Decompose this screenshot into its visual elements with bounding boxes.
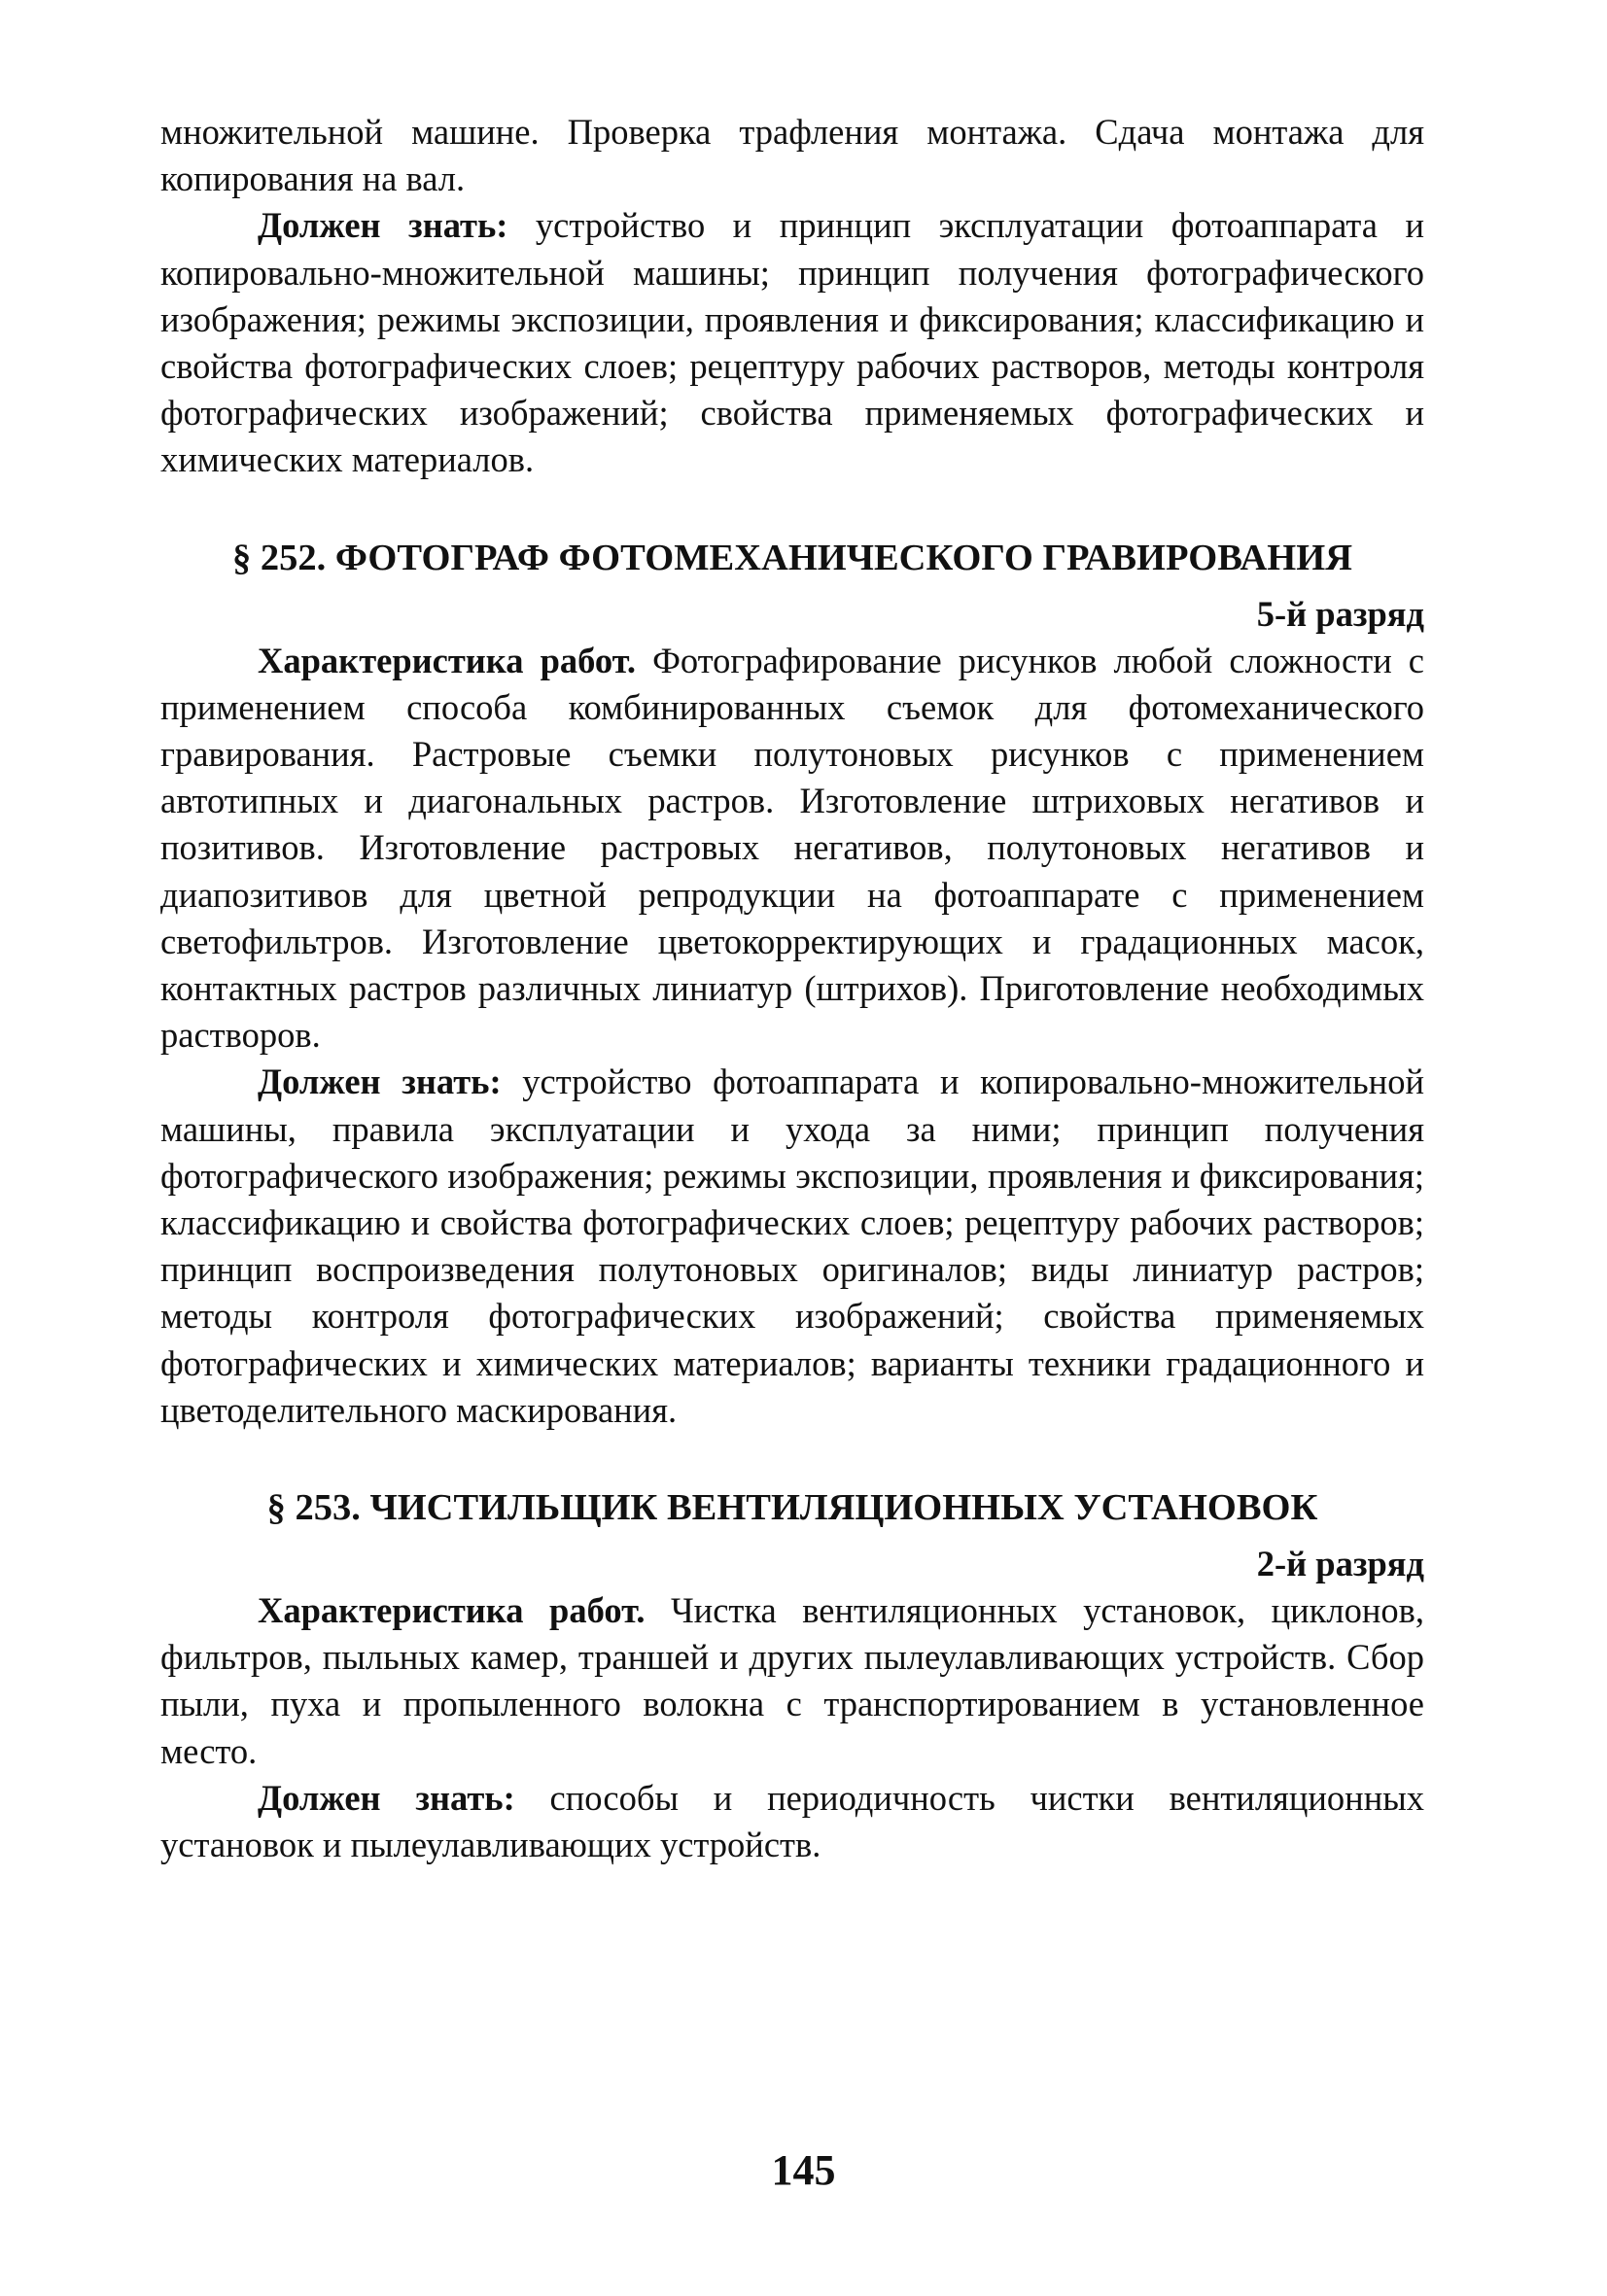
section-253-grade: 2-й разряд [1256,1544,1424,1584]
section-252-work [160,638,1424,1060]
must-know-text: способы и периодичность чистки вентиляционных установок и пылеулавливающих устройств. [160,1777,1424,1865]
section-252-must-know [160,1059,1424,1434]
must-know-label: Должен знать: [258,1061,502,1102]
section-253-must-know [160,1775,1424,1868]
section-252-grade: 5-й разряд [1256,593,1424,634]
section-252-heading: § 252. ФОТОГРАФ ФОТОМЕХАНИЧЕСКОГО ГРАВИРОВАНИЯ [231,537,1352,578]
work-text: Фотографирование рисунков любой сложности с применением способа комбинированных съемок для фотомеханического гравирования. Растровые съемки полутоновых рисунков с применением автотипных и диагональных растров. Изготовление штриховых негативов и позитивов. Изготовление растровых негативов, полутоновых негативов и диапозитивов для цветной репродукции на фотоаппарате с применением светофильтров. Изготовление цветокорректирующих и градационных масок, контактных растров различных линиатур (штрихов). Приготовление необходимых растворов. [160,640,1424,1056]
page-number: 145 [771,2146,836,2194]
section-253-heading: § 253. ЧИСТИЛЬЩИК ВЕНТИЛЯЦИОННЫХ УСТАНОВОК [266,1487,1318,1529]
must-know-text: устройство фотоаппарата и копировально-множительной машины, правила эксплуатации и ухода за ними; принцип получения фотографического изображения; режимы экспозиции, проявления и фиксирования; классификацию и свойства фотографических слоев; рецептуру рабочих растворов; принцип воспроизведения полутоновых оригиналов; виды линиатур растров; методы контроля фотографических изображений; свойства применяемых фотографических и химических материалов; варианты техники градационного и цветоделительного маскирования. [160,1061,1424,1430]
must-know-label: Должен знать: [258,205,508,246]
intro-continuation: множительной машине. Проверка трафления монтажа. Сдача монтажа для копирования на вал. [160,112,1424,199]
section-253-work [160,1587,1424,1775]
work-label: Характеристика работ. [258,1590,646,1631]
intro-must-know [160,202,1424,483]
must-know-label: Должен знать: [258,1777,515,1818]
work-text: Чистка вентиляционных установок, циклонов, фильтров, пыльных камер, траншей и других пылеулавливающих устройств. Сбор пыли, пуха и пропыленного волокна с транспортированием в установленное место. [160,1590,1425,1771]
work-label: Характеристика работ. [258,640,636,680]
document-page [160,109,1424,1868]
must-know-text: устройство и принцип эксплуатации фотоаппарата и копировально-множительной машины; принцип получения фотографического изображения; режимы экспозиции, проявления и фиксирования; классификацию и свойства фотографических слоев; рецептуру рабочих растворов, методы контроля фотографических изображений; свойства применяемых фотографических и химических материалов. [160,205,1425,480]
